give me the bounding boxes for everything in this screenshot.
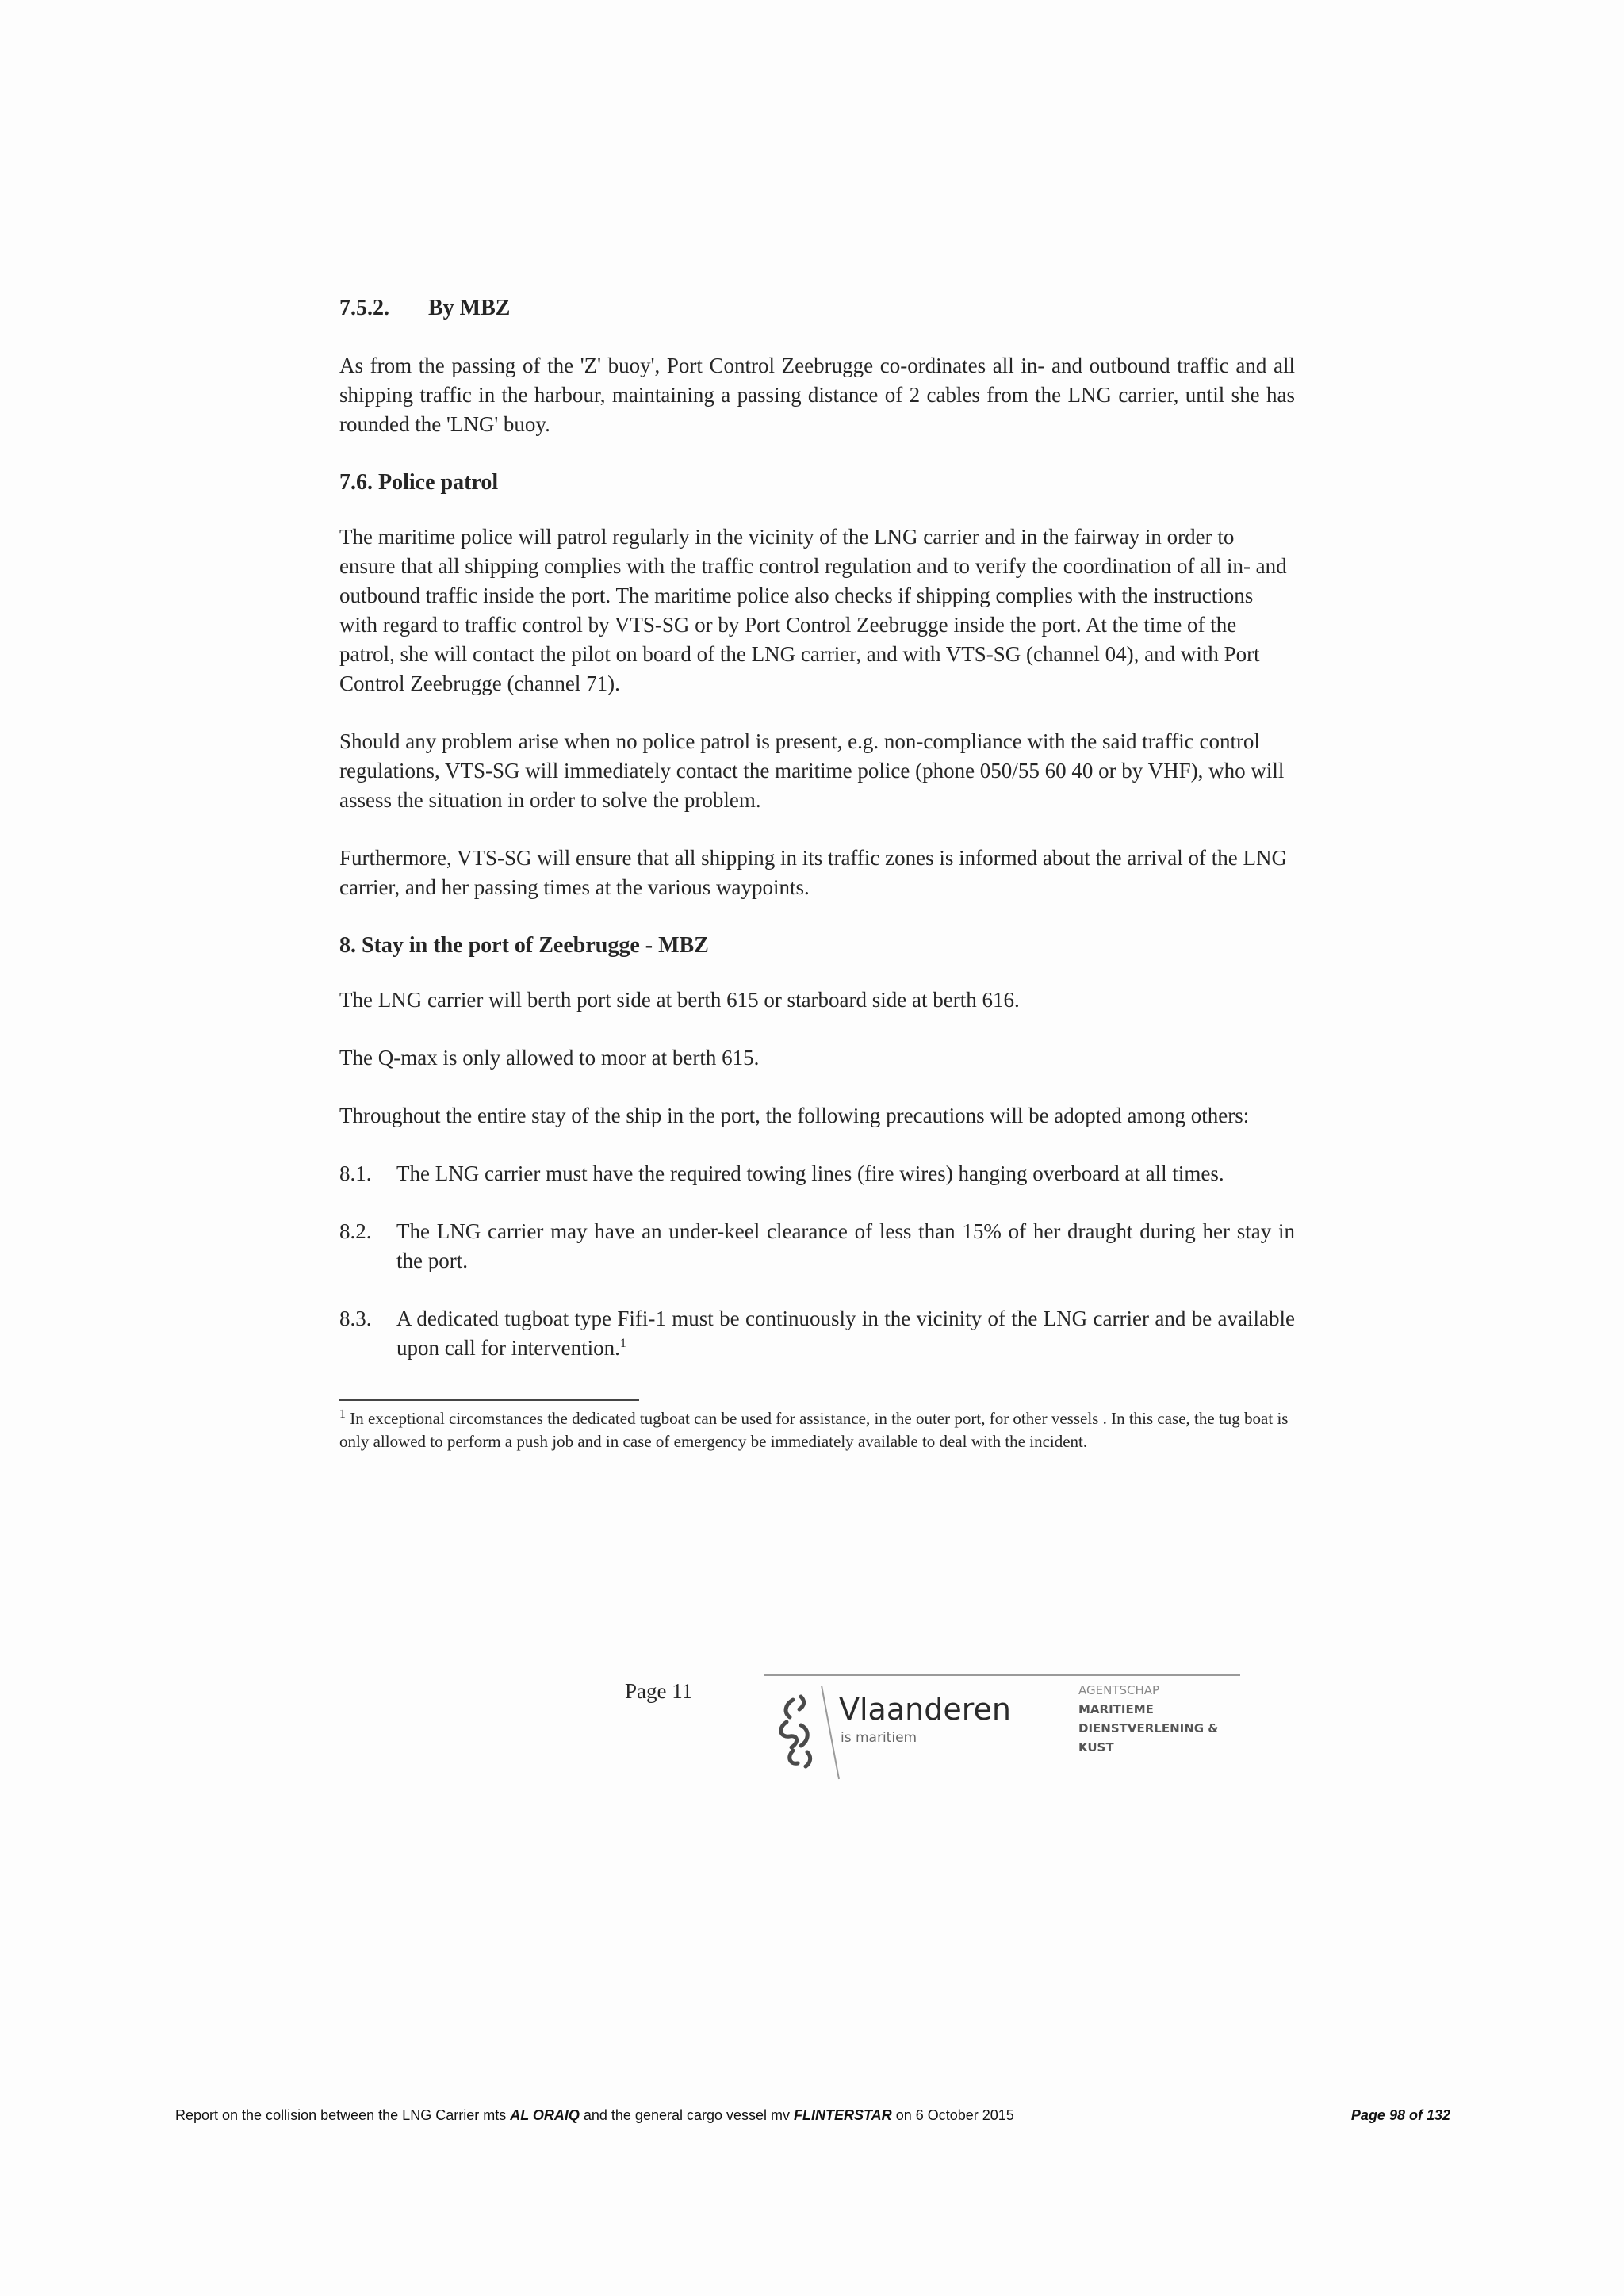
footnote-reference: 1 — [619, 1337, 626, 1350]
footer-text-pre: Report on the collision between the LNG Carrier mts — [175, 2107, 511, 2123]
list-item-number: 8.1. — [339, 1161, 372, 1185]
section-number: 7.5.2. — [339, 296, 389, 320]
list-item-text: The LNG carrier may have an under-keel clearance of less than 15% of her draught during her stay in the port. — [396, 1219, 1295, 1272]
section-7-6-heading: 7.6. Police patrol — [339, 470, 499, 495]
list-item-number: 8.2. — [339, 1219, 372, 1243]
footer-ship-2: FLINTERSTAR — [794, 2107, 892, 2123]
section-7-5-2-heading — [339, 293, 1295, 323]
page-footer-logo-block — [625, 1674, 1243, 1777]
footer-text-mid: and the general cargo vessel mv — [579, 2107, 795, 2123]
scanned-page-content — [339, 293, 1295, 1453]
section-8-heading: 8. Stay in the port of Zeebrugge - MBZ — [339, 933, 709, 958]
agency-line: DIENSTVERLENING & — [1078, 1721, 1219, 1735]
footnote-mark: 1 — [339, 1407, 346, 1421]
list-item — [339, 1159, 1295, 1188]
paragraph-precautions: Throughout the entire stay of the ship in the port, the following precautions will be adopted among others: — [339, 1104, 1250, 1127]
section-title: By MBZ — [428, 296, 511, 320]
paragraph-berth: The LNG carrier will berth port side at berth 615 or starboard side at berth 616. — [339, 988, 1020, 1012]
logo-divider — [764, 1674, 1240, 1676]
inner-page-number: Page 11 — [625, 1679, 693, 1703]
vlaanderen-tagline: is maritiem — [841, 1730, 917, 1746]
list-item — [339, 1304, 1295, 1363]
footer-text-post: on 6 October 2015 — [891, 2107, 1014, 2123]
agency-line: KUST — [1078, 1740, 1114, 1755]
paragraph-police-patrol-2: Should any problem arise when no police patrol is present, e.g. non-compliance with the said traffic control regulations, VTS-SG will immediately contact the maritime police (phone 050/55 60 40 or by VHF), who will assess the situation in order to solve the problem. — [339, 729, 1285, 812]
list-item-text: The LNG carrier must have the required towing lines (fire wires) hanging overboard at all times. — [396, 1161, 1224, 1185]
list-item-text: A dedicated tugboat type Fifi-1 must be continuously in the vicinity of the LNG carrier and be available upon call for intervention. — [396, 1307, 1295, 1360]
footer-page-number: Page 98 of 132 — [1350, 2107, 1450, 2123]
paragraph-qmax: The Q-max is only allowed to moor at berth 615. — [339, 1046, 760, 1070]
list-item — [339, 1217, 1295, 1276]
paragraph-police-patrol-3: Furthermore, VTS-SG will ensure that all shipping in its traffic zones is informed about the arrival of the LNG carrier, and her passing times at the various waypoints. — [339, 846, 1288, 899]
footnote — [339, 1407, 1295, 1453]
paragraph-police-patrol-1: The maritime police will patrol regularly in the vicinity of the LNG carrier and in the fairway in order to ensure that all shipping complies with the traffic control regulation and to verify the coordination of all in- and outbound traffic inside the port. The maritime police also checks if shipping complies with the instructions with regard to traffic control by VTS-SG or by Port Control Zeebrugge inside the port. At the time of the patrol, she will contact the pilot on board of the LNG carrier, and with VTS-SG (channel 04), and with Port Control Zeebrugge (channel 71). — [339, 525, 1287, 695]
agency-name — [1078, 1681, 1218, 1757]
agency-line: AGENTSCHAP — [1078, 1683, 1160, 1697]
paragraph-7-5-2: As from the passing of the 'Z' buoy', Port Control Zeebrugge co-ordinates all in- and outbound traffic and all shipping traffic in the harbour, maintaining a passing distance of 2 cables from the LNG carrier, until she has rounded the 'LNG' buoy. — [339, 354, 1295, 436]
footer-ship-1: AL ORAIQ — [510, 2107, 580, 2123]
footnote-divider — [339, 1399, 639, 1401]
report-footer — [175, 2107, 1450, 2124]
agency-line: MARITIEME — [1078, 1702, 1154, 1716]
vlaanderen-wordmark: Vlaanderen — [839, 1692, 1011, 1727]
footnote-text: In exceptional circomstances the dedicated tugboat can be used for assistance, in the outer port, for other vessels . In this case, the tug boat is only allowed to perform a push job and in case of emergency be immediately available to deal with the incident. — [339, 1409, 1289, 1451]
list-item-number: 8.3. — [339, 1307, 372, 1330]
